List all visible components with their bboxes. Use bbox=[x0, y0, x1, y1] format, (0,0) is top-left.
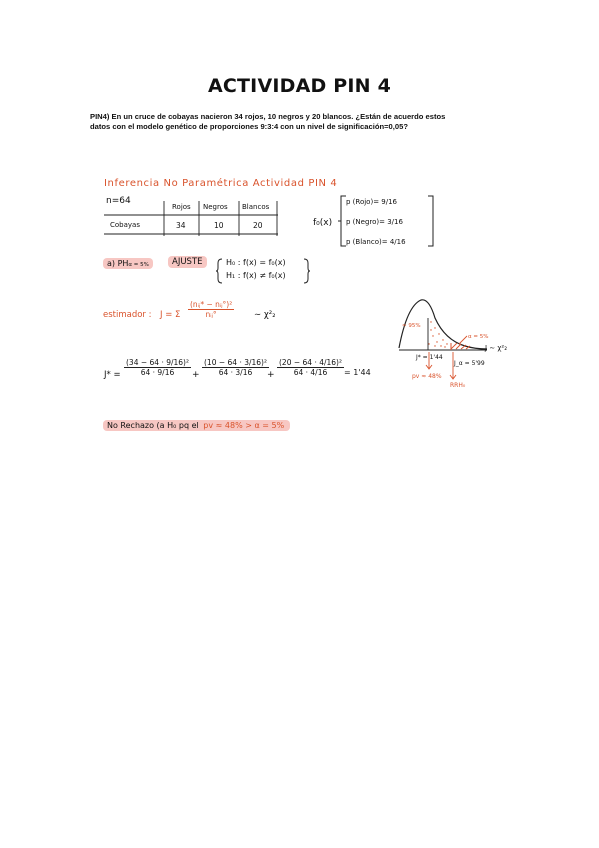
graph-alpha-label: α = 5% bbox=[468, 334, 489, 340]
cell-rojos: 34 bbox=[176, 221, 186, 230]
term3-numerator: (20 − 64 · 4/16)² bbox=[279, 358, 342, 367]
problem-statement bbox=[90, 112, 530, 132]
col-header-negros: Negros bbox=[203, 203, 228, 211]
estimador-label: estimador : bbox=[103, 310, 152, 320]
cell-negros: 10 bbox=[214, 221, 224, 230]
term2-fraction bbox=[202, 358, 269, 377]
alpha-subscript: α = 5% bbox=[128, 262, 149, 268]
col-header-blancos: Blancos bbox=[242, 203, 270, 211]
jstar-lhs: J* = bbox=[104, 370, 121, 380]
conclusion-text: No Rechazo (a H₀ pq el bbox=[107, 421, 199, 430]
ajuste-label: AJUSTE bbox=[168, 256, 207, 268]
f0-label: f₀(x) bbox=[313, 218, 333, 228]
term3-denominator: 64 · 4/16 bbox=[293, 368, 328, 377]
page-title: ACTIVIDAD PIN 4 bbox=[207, 75, 392, 97]
plus-sign-2: + bbox=[267, 370, 275, 380]
graph-pv-label: pv ≈ 48% bbox=[412, 373, 442, 380]
cell-blancos: 20 bbox=[253, 221, 263, 230]
notes-heading: Inferencia No Paramétrica Actividad PIN 4 bbox=[104, 178, 338, 189]
alt-hypothesis: H₁ : f(x) ≠ f₀(x) bbox=[226, 271, 286, 280]
part-a-text: a) PH bbox=[107, 259, 129, 268]
model-p-rojo: p (Rojo)= 9/16 bbox=[346, 198, 397, 206]
estimador-denominator: nᵢⱼ° bbox=[205, 310, 217, 319]
model-p-negro: p (Negro)= 3/16 bbox=[346, 218, 403, 226]
graph-rrh0-label: RRH₀ bbox=[450, 382, 466, 389]
null-hypothesis: H₀ : f(x) = f₀(x) bbox=[226, 258, 286, 267]
graph-j-label: J* = 1'44 bbox=[416, 354, 443, 361]
term3-fraction bbox=[277, 358, 344, 377]
statement-line-2: datos con el modelo genético de proporciones 9:3:4 con un nivel de significación=0,05? bbox=[90, 122, 408, 131]
estimador-distribution: ∼ χ²₂ bbox=[254, 310, 276, 320]
term1-denominator: 64 · 9/16 bbox=[140, 368, 175, 377]
term2-denominator: 64 · 3/16 bbox=[218, 368, 253, 377]
statement-line-1: PIN4) En un cruce de cobayas nacieron 34 rojos, 10 negros y 20 blancos. ¿Están de acuerdo estos bbox=[90, 112, 446, 121]
sample-size: n=64 bbox=[106, 196, 131, 206]
plus-sign-1: + bbox=[192, 370, 200, 380]
conclusion-pvalue: pv ≈ 48% > α = 5% bbox=[203, 421, 285, 430]
term1-numerator: (34 − 64 · 9/16)² bbox=[126, 358, 189, 367]
term2-numerator: (10 − 64 · 3/16)² bbox=[204, 358, 267, 367]
graph-dist-label: J ∼ χ²₂ bbox=[485, 344, 508, 352]
conclusion bbox=[103, 420, 290, 431]
row-label-cobayas: Cobayas bbox=[110, 221, 140, 229]
col-header-rojos: Rojos bbox=[172, 203, 191, 211]
estimador-formula: J = Σ bbox=[160, 310, 181, 320]
jstar-result: = 1'44 bbox=[344, 368, 371, 377]
pv-shading bbox=[428, 321, 447, 347]
model-p-blanco: p (Blanco)= 4/16 bbox=[346, 238, 406, 246]
part-a-label bbox=[103, 258, 153, 269]
estimador-numerator: (nᵢⱼ* − nᵢⱼ°)² bbox=[190, 300, 233, 309]
term1-fraction bbox=[124, 358, 191, 377]
graph-jalpha-label: J_α = 5'99 bbox=[454, 360, 485, 367]
estimador-fraction bbox=[188, 300, 234, 319]
graph-left-area: ≈ 95% bbox=[402, 323, 421, 329]
